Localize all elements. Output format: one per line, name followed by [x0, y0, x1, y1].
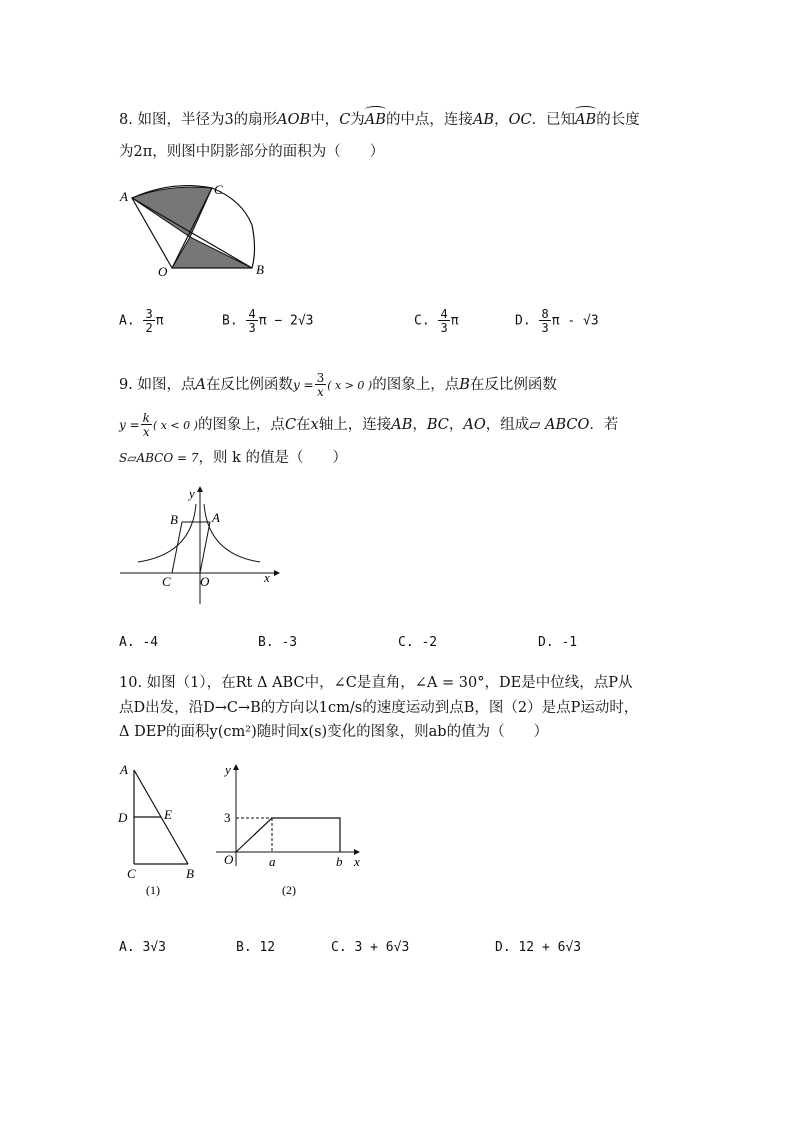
q8-text: ．已知: [531, 112, 576, 128]
frac-den: 2: [145, 321, 153, 335]
frac-num: 4: [248, 307, 256, 321]
option-value: -4: [142, 635, 159, 650]
y-arrow-icon: [233, 764, 239, 770]
q9-text: 的图象上，点: [372, 377, 460, 393]
q9-segment-bc: BC: [426, 417, 449, 433]
q8-label-o: O: [158, 264, 168, 279]
q8-text: 8. 如图，半径为3的扇形: [119, 112, 278, 128]
q9-option-b[interactable]: [258, 635, 297, 650]
q10-graph-figure: [212, 760, 372, 900]
q10-label-a: A: [120, 762, 128, 777]
q8-option-a[interactable]: [119, 308, 164, 334]
option-letter: C.: [331, 940, 347, 955]
option-tail: π: [450, 313, 459, 329]
q9-text: 轴上，连接: [318, 417, 392, 433]
q9-text: ，则 k 的值是（ ）: [198, 450, 348, 466]
q9-option-d[interactable]: [538, 635, 577, 650]
q9-line-2: y = $\frac{k}{x}$ ( x < 0 )的图象上，点C在x轴上，连接AB，BC，AO，组成▱ ABCO．若: [119, 411, 619, 439]
q8-comma: ，: [494, 112, 509, 128]
q9-text: 9. 如图，点: [119, 377, 196, 393]
q9-parallelogram: ▱ ABCO: [529, 417, 590, 433]
option-letter: C.: [414, 313, 430, 329]
q10-caption-2: (2): [282, 883, 296, 897]
q9-func1-cond: ( x > 0 ): [327, 379, 373, 392]
option-tail: π - √3: [551, 313, 599, 329]
q9-line-1: [119, 372, 557, 398]
q10-option-d[interactable]: [495, 940, 581, 955]
q9-label-b: B: [170, 512, 178, 527]
option-letter: B.: [222, 313, 238, 329]
q9-text: 在: [296, 417, 311, 433]
q8-point-c: C: [339, 112, 351, 128]
option-value: -1: [561, 635, 578, 650]
q9-label-a: A: [212, 510, 220, 525]
q10-line-3: Δ DEP的面积y(cm²)随时间x(s)变化的图象，则ab的值为（ ）: [119, 724, 549, 740]
option-letter: B.: [258, 635, 274, 650]
q10-label-e: E: [164, 807, 172, 822]
q9-segment-ao-line: [200, 522, 210, 573]
option-value: -2: [421, 635, 438, 650]
q10-caption-1: (1): [146, 883, 160, 897]
q8-sector-figure: [112, 180, 282, 280]
option-value: 3 + 6√3: [354, 940, 410, 955]
q9-text: ．若: [589, 417, 619, 433]
q8-arc-label: AB: [364, 112, 386, 128]
q9-segment-bc-line: [172, 522, 182, 573]
frac-den: 3: [541, 321, 549, 335]
q8-option-b-frac: [246, 308, 257, 334]
q8-shaded-lower: [172, 237, 252, 268]
option-letter: C.: [398, 635, 414, 650]
q8-text: 的中点，连接: [385, 112, 473, 128]
q10-label-b: B: [186, 866, 194, 881]
q9-area-expr: S▱ABCO = 7: [119, 451, 199, 465]
option-letter: D.: [538, 635, 554, 650]
q9-label-c: C: [162, 574, 171, 589]
q10-label-x: x: [354, 854, 360, 869]
q8-sector-name: AOB: [277, 112, 311, 128]
frac-den: x: [142, 425, 150, 439]
option-tail: π: [155, 313, 164, 329]
option-letter: D.: [515, 313, 531, 329]
q8-option-c[interactable]: [414, 308, 459, 334]
q8-segment-ab: AB: [472, 112, 495, 128]
q9-text: 在反比例函数: [205, 377, 293, 393]
q10-graph-line: [236, 818, 340, 852]
option-value: 12: [259, 940, 276, 955]
q10-triangle-figure: [114, 760, 204, 900]
frac-num: 3: [145, 307, 153, 321]
q9-curve-left: [138, 504, 196, 562]
q9-line-3: [119, 446, 347, 467]
q8-text: 中，: [310, 112, 340, 128]
option-letter: A.: [119, 313, 135, 329]
option-letter: A.: [119, 635, 135, 650]
q9-segment-ao: AO: [463, 417, 486, 433]
q10-label-d: D: [118, 810, 128, 825]
option-value: 3√3: [142, 940, 166, 955]
q10-line-2: 点D出发，沿D→C→B的方向以1cm/s的速度运动到点B，图（2）是点P运动时，: [119, 700, 639, 716]
q8-option-c-frac: [438, 308, 449, 334]
q9-label-y: y: [189, 486, 195, 501]
arc-mark-icon: [365, 106, 386, 113]
q8-line-1: [119, 108, 640, 129]
q9-option-a[interactable]: [119, 635, 158, 650]
q10-option-b[interactable]: [236, 940, 275, 955]
q8-option-d-frac: [539, 308, 550, 334]
frac-num: 4: [440, 307, 448, 321]
q10-line-1: 10. 如图（1），在Rt Δ ABC中，∠C是直角，∠A = 30°，DE是中位线，点P从: [119, 675, 633, 691]
q8-option-b[interactable]: [222, 308, 314, 334]
option-value: -3: [281, 635, 298, 650]
q9-func2-frac: [141, 412, 152, 438]
q10-label-c: C: [127, 866, 136, 881]
frac-num: 8: [541, 307, 549, 321]
q8-text: 的长度: [596, 112, 640, 128]
arc-mark-icon: [575, 106, 596, 113]
q10-option-c[interactable]: [331, 940, 409, 955]
q9-text: 的图象上，点: [197, 417, 285, 433]
q8-text: 为: [350, 112, 365, 128]
frac-den: 3: [248, 321, 256, 335]
frac-num: k: [142, 411, 150, 425]
q8-option-d[interactable]: [515, 308, 599, 334]
q9-label-o: O: [200, 574, 210, 589]
x-arrow-icon: [274, 570, 280, 576]
q8-label-b: B: [256, 262, 264, 277]
q8-option-a-frac: [143, 308, 154, 334]
q9-x-var: x: [310, 417, 319, 433]
q10-label-y: y: [225, 762, 231, 777]
q8-label-c: C: [214, 182, 223, 197]
q9-segment-ab: AB: [391, 417, 413, 433]
q9-text: 在反比例函数: [469, 377, 557, 393]
q9-figure: [116, 484, 286, 610]
option-value: 12 + 6√3: [518, 940, 582, 955]
frac-den: x: [317, 385, 324, 399]
option-letter: A.: [119, 940, 135, 955]
y-arrow-icon: [197, 486, 203, 492]
q8-line-2: 为2π，则图中阴影部分的面积为（ ）: [119, 144, 385, 160]
q8-segment-oc: OC: [508, 112, 532, 128]
q10-label-3: 3: [224, 810, 231, 825]
option-letter: D.: [495, 940, 511, 955]
q9-point-c: C: [284, 417, 297, 433]
q9-option-c[interactable]: [398, 635, 437, 650]
q9-label-x: x: [264, 570, 270, 585]
frac-num: 3: [316, 371, 325, 385]
q9-text: ，组成: [485, 417, 530, 433]
q10-label-o: O: [224, 852, 234, 867]
option-tail: π − 2√3: [258, 313, 314, 329]
q9-func2-lhs: y =: [119, 418, 140, 432]
q10-option-a[interactable]: [119, 940, 166, 955]
q8-arc-ab: [365, 112, 386, 128]
q9-point-a: A: [195, 377, 206, 393]
q9-func1-lhs: y =: [292, 378, 314, 392]
q9-point-b: B: [459, 377, 470, 393]
option-letter: B.: [236, 940, 252, 955]
q8-arc-ab-2: [575, 112, 596, 128]
q8-arc-label: AB: [575, 112, 597, 128]
q9-func2-cond: ( x < 0 ): [152, 419, 198, 432]
q8-label-a: A: [120, 189, 128, 204]
frac-den: 3: [440, 321, 448, 335]
q9-func1-frac: [315, 372, 327, 398]
q10-label-a-tick: a: [269, 854, 276, 869]
q10-label-b-tick: b: [336, 854, 343, 869]
